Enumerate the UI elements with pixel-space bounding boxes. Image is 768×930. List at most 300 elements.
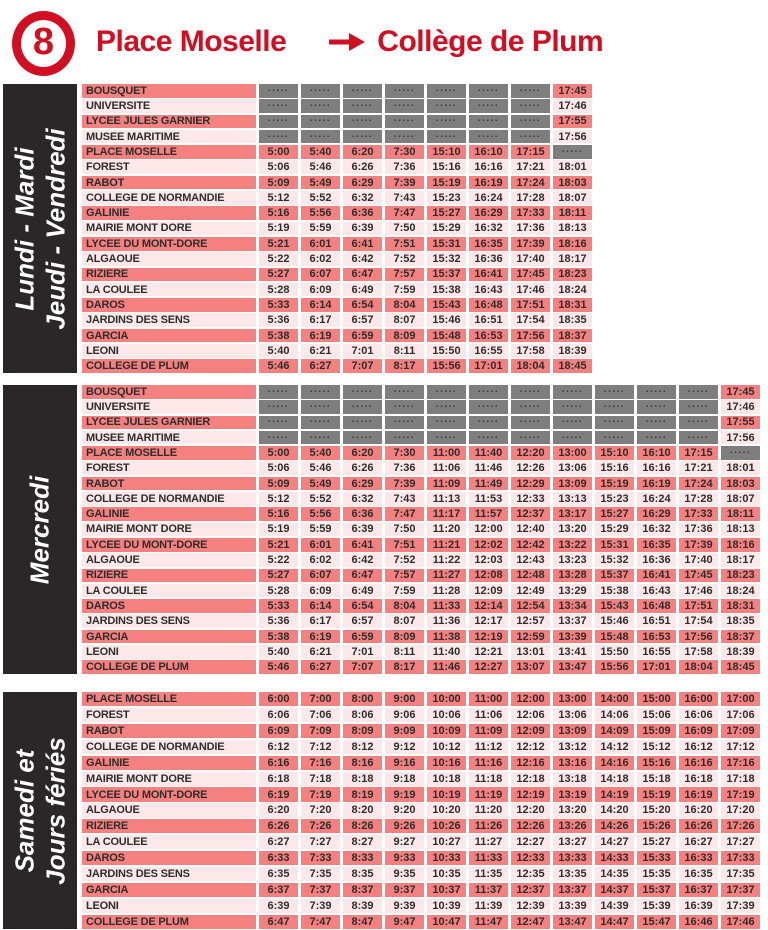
- no-service-cell: .....: [637, 400, 676, 414]
- time-cell: 15:26: [637, 819, 676, 833]
- time-cell: 15:09: [637, 724, 676, 738]
- time-cell: 16:36: [469, 252, 508, 266]
- time-cell: 16:43: [637, 584, 676, 598]
- time-cell: 6:20: [343, 145, 382, 159]
- time-cell: 13:23: [553, 553, 592, 567]
- time-cell: 11:53: [469, 492, 508, 506]
- time-cell: 7:47: [385, 206, 424, 220]
- no-service-cell: .....: [259, 130, 298, 144]
- time-cell: 18:07: [721, 492, 760, 506]
- stop-name-cell: LEONI: [82, 899, 256, 913]
- time-cell: 7:59: [385, 283, 424, 297]
- time-cell: 5:46: [259, 359, 298, 373]
- day-group-label: Mercredi: [24, 475, 55, 584]
- timetable-grid: [82, 385, 760, 674]
- stop-name-cell: LYCEE JULES GARNIER: [82, 416, 256, 430]
- time-cell: 10:39: [427, 899, 466, 913]
- stop-name-cell: GARCIA: [82, 883, 256, 897]
- time-cell: 7:33: [301, 851, 340, 865]
- time-cell: 16:53: [469, 329, 508, 343]
- route-number: 8: [32, 21, 55, 63]
- time-cell: 17:33: [679, 507, 718, 521]
- time-cell: 16:37: [679, 883, 718, 897]
- time-cell: 18:04: [511, 359, 550, 373]
- no-service-cell: .....: [301, 431, 340, 445]
- no-service-cell: .....: [595, 400, 634, 414]
- time-cell: 7:26: [301, 819, 340, 833]
- time-cell: 17:20: [721, 803, 760, 817]
- time-cell: 12:21: [469, 645, 508, 659]
- no-service-cell: .....: [259, 84, 298, 98]
- time-cell: 6:41: [343, 538, 382, 552]
- time-cell: 8:20: [343, 803, 382, 817]
- time-cell: 6:59: [343, 630, 382, 644]
- time-cell: 16:39: [679, 899, 718, 913]
- stop-name-cell: LA COULEE: [82, 584, 256, 598]
- time-cell: 8:11: [385, 344, 424, 358]
- no-service-cell: .....: [469, 416, 508, 430]
- time-cell: 6:39: [343, 222, 382, 236]
- time-cell: 17:21: [679, 461, 718, 475]
- no-service-cell: .....: [553, 416, 592, 430]
- time-cell: 12:16: [511, 756, 550, 770]
- time-cell: 17:15: [679, 446, 718, 460]
- no-service-cell: .....: [301, 385, 340, 399]
- time-cell: 15:46: [595, 614, 634, 628]
- time-cell: 12:27: [469, 660, 508, 674]
- time-cell: 6:09: [301, 283, 340, 297]
- time-cell: 7:18: [301, 772, 340, 786]
- time-cell: 17:01: [637, 660, 676, 674]
- time-cell: 10:12: [427, 740, 466, 754]
- time-cell: 6:39: [343, 523, 382, 537]
- time-cell: 10:16: [427, 756, 466, 770]
- time-cell: 7:20: [301, 803, 340, 817]
- time-cell: 13:16: [553, 756, 592, 770]
- time-cell: 13:13: [553, 492, 592, 506]
- time-cell: 12:29: [511, 477, 550, 491]
- time-cell: 6:41: [343, 237, 382, 251]
- time-cell: 13:01: [511, 645, 550, 659]
- time-cell: 11:17: [427, 507, 466, 521]
- time-cell: 8:00: [343, 692, 382, 706]
- no-service-cell: .....: [511, 99, 550, 113]
- time-cell: 7:07: [343, 660, 382, 674]
- time-cell: 16:19: [637, 477, 676, 491]
- no-service-cell: .....: [469, 431, 508, 445]
- time-cell: 15:20: [637, 803, 676, 817]
- time-cell: 15:39: [637, 899, 676, 913]
- time-cell: 7:12: [301, 740, 340, 754]
- stop-name-cell: MAIRIE MONT DORE: [82, 772, 256, 786]
- route-number-badge: [12, 11, 75, 76]
- time-cell: 17:45: [511, 268, 550, 282]
- time-cell: 5:22: [259, 252, 298, 266]
- time-cell: 5:09: [259, 176, 298, 190]
- stop-name-cell: GALINIE: [82, 507, 256, 521]
- time-cell: 11:33: [427, 599, 466, 613]
- time-cell: 18:35: [553, 313, 592, 327]
- time-cell: 9:20: [385, 803, 424, 817]
- time-cell: 9:12: [385, 740, 424, 754]
- time-cell: 5:46: [301, 160, 340, 174]
- time-cell: 5:28: [259, 584, 298, 598]
- time-cell: 11:00: [427, 446, 466, 460]
- no-service-cell: .....: [511, 385, 550, 399]
- time-cell: 11:57: [469, 507, 508, 521]
- time-cell: 16:16: [679, 756, 718, 770]
- no-service-cell: .....: [385, 130, 424, 144]
- time-cell: 11:49: [469, 477, 508, 491]
- time-cell: 18:16: [553, 237, 592, 251]
- time-cell: 11:06: [469, 708, 508, 722]
- time-cell: 17:46: [721, 400, 760, 414]
- time-cell: 5:06: [259, 461, 298, 475]
- time-cell: 17:26: [721, 819, 760, 833]
- time-cell: 15:47: [637, 915, 676, 929]
- stop-name-cell: LYCEE JULES GARNIER: [82, 115, 256, 129]
- time-cell: 17:46: [679, 584, 718, 598]
- time-cell: 7:30: [385, 446, 424, 460]
- time-cell: 8:33: [343, 851, 382, 865]
- time-cell: 18:11: [721, 507, 760, 521]
- time-cell: 17:36: [679, 523, 718, 537]
- time-cell: 6:49: [343, 584, 382, 598]
- time-cell: 6:09: [301, 584, 340, 598]
- time-cell: 14:06: [595, 708, 634, 722]
- time-cell: 8:04: [385, 599, 424, 613]
- time-cell: 15:31: [595, 538, 634, 552]
- time-cell: 8:47: [343, 915, 382, 929]
- time-cell: 7:37: [301, 883, 340, 897]
- time-cell: 8:09: [385, 329, 424, 343]
- time-cell: 16:53: [637, 630, 676, 644]
- no-service-cell: .....: [469, 385, 508, 399]
- time-cell: 15:10: [595, 446, 634, 460]
- time-cell: 16:55: [637, 645, 676, 659]
- no-service-cell: .....: [385, 431, 424, 445]
- time-cell: 15:29: [427, 222, 466, 236]
- time-cell: 5:46: [301, 461, 340, 475]
- time-cell: 5:19: [259, 222, 298, 236]
- time-cell: 5:52: [301, 492, 340, 506]
- time-cell: 6:26: [259, 819, 298, 833]
- time-cell: 5:52: [301, 191, 340, 205]
- time-cell: 7:50: [385, 222, 424, 236]
- stop-name-cell: GALINIE: [82, 206, 256, 220]
- time-cell: 5:28: [259, 283, 298, 297]
- time-cell: 15:27: [595, 507, 634, 521]
- time-cell: 14:09: [595, 724, 634, 738]
- time-cell: 12:40: [511, 523, 550, 537]
- no-service-cell: .....: [595, 416, 634, 430]
- time-cell: 9:16: [385, 756, 424, 770]
- no-service-cell: .....: [637, 431, 676, 445]
- stop-name-cell: RIZIERE: [82, 819, 256, 833]
- time-cell: 14:27: [595, 835, 634, 849]
- time-cell: 7:09: [301, 724, 340, 738]
- time-cell: 5:12: [259, 492, 298, 506]
- no-service-cell: .....: [343, 84, 382, 98]
- time-cell: 15:46: [427, 313, 466, 327]
- time-cell: 5:49: [301, 477, 340, 491]
- time-cell: 11:13: [427, 492, 466, 506]
- time-cell: 6:02: [301, 252, 340, 266]
- time-cell: 15:48: [595, 630, 634, 644]
- time-cell: 17:19: [721, 787, 760, 801]
- no-service-cell: .....: [343, 400, 382, 414]
- time-cell: 11:09: [469, 724, 508, 738]
- time-cell: 16:41: [637, 569, 676, 583]
- time-cell: 14:33: [595, 851, 634, 865]
- time-cell: 9:47: [385, 915, 424, 929]
- route-title: [96, 25, 603, 59]
- stop-name-cell: RIZIERE: [82, 569, 256, 583]
- time-cell: 14:16: [595, 756, 634, 770]
- time-cell: 13:09: [553, 724, 592, 738]
- no-service-cell: .....: [301, 130, 340, 144]
- stop-name-cell: BOUSQUET: [82, 84, 256, 98]
- time-cell: 17:39: [679, 538, 718, 552]
- time-cell: 17:46: [511, 283, 550, 297]
- time-cell: 6:42: [343, 553, 382, 567]
- time-cell: 8:17: [385, 660, 424, 674]
- time-cell: 8:18: [343, 772, 382, 786]
- time-cell: 11:28: [427, 584, 466, 598]
- day-section-mercredi: [3, 385, 760, 674]
- time-cell: 16:20: [679, 803, 718, 817]
- time-cell: 13:47: [553, 660, 592, 674]
- time-cell: 10:06: [427, 708, 466, 722]
- no-service-cell: .....: [553, 431, 592, 445]
- day-group-sidebar: [3, 84, 77, 373]
- time-cell: 17:46: [553, 99, 592, 113]
- time-cell: 9:26: [385, 819, 424, 833]
- time-cell: 6:47: [343, 569, 382, 583]
- time-cell: 17:24: [511, 176, 550, 190]
- time-cell: 13:47: [553, 915, 592, 929]
- time-cell: 11:40: [427, 645, 466, 659]
- no-service-cell: .....: [427, 416, 466, 430]
- time-cell: 7:36: [385, 160, 424, 174]
- no-service-cell: .....: [385, 416, 424, 430]
- no-service-cell: .....: [427, 385, 466, 399]
- time-cell: 5:16: [259, 507, 298, 521]
- time-cell: 17:12: [721, 740, 760, 754]
- day-section-lundi-mardi-jeudi-vendredi: [3, 84, 592, 373]
- time-cell: 5:19: [259, 523, 298, 537]
- stop-name-cell: COLLEGE DE NORMANDIE: [82, 191, 256, 205]
- origin-stop-title: Place Moselle: [96, 25, 287, 58]
- time-cell: 16:19: [469, 176, 508, 190]
- no-service-cell: .....: [427, 99, 466, 113]
- time-cell: 15:06: [637, 708, 676, 722]
- time-cell: 16:24: [469, 191, 508, 205]
- time-cell: 6:21: [301, 344, 340, 358]
- stop-name-cell: LYCEE DU MONT-DORE: [82, 787, 256, 801]
- time-cell: 6:57: [343, 313, 382, 327]
- time-cell: 17:58: [511, 344, 550, 358]
- time-cell: 15:19: [595, 477, 634, 491]
- time-cell: 11:22: [427, 553, 466, 567]
- time-cell: 5:06: [259, 160, 298, 174]
- no-service-cell: .....: [385, 400, 424, 414]
- time-cell: 11:06: [427, 461, 466, 475]
- day-group-label: Samedi et Jours fériés: [9, 736, 70, 885]
- time-cell: 9:06: [385, 708, 424, 722]
- time-cell: 8:27: [343, 835, 382, 849]
- time-cell: 18:35: [721, 614, 760, 628]
- time-cell: 11:09: [427, 477, 466, 491]
- time-cell: 17:58: [679, 645, 718, 659]
- stop-name-cell: RABOT: [82, 724, 256, 738]
- no-service-cell: .....: [427, 130, 466, 144]
- time-cell: 15:12: [637, 740, 676, 754]
- time-cell: 11:46: [427, 660, 466, 674]
- header: [0, 0, 768, 84]
- stop-name-cell: LYCEE DU MONT-DORE: [82, 538, 256, 552]
- time-cell: 13:35: [553, 867, 592, 881]
- time-cell: 6:18: [259, 772, 298, 786]
- time-cell: 11:39: [469, 899, 508, 913]
- time-cell: 11:27: [427, 569, 466, 583]
- time-cell: 5:27: [259, 569, 298, 583]
- time-cell: 8:12: [343, 740, 382, 754]
- stop-name-cell: FOREST: [82, 708, 256, 722]
- time-cell: 8:09: [385, 630, 424, 644]
- time-cell: 17:54: [511, 313, 550, 327]
- time-cell: 13:06: [553, 461, 592, 475]
- no-service-cell: .....: [301, 416, 340, 430]
- time-cell: 10:35: [427, 867, 466, 881]
- time-cell: 13:37: [553, 614, 592, 628]
- time-cell: 9:00: [385, 692, 424, 706]
- time-cell: 7:36: [385, 461, 424, 475]
- no-service-cell: .....: [511, 416, 550, 430]
- time-cell: 10:19: [427, 787, 466, 801]
- time-cell: 6:01: [301, 237, 340, 251]
- time-cell: 12:19: [511, 787, 550, 801]
- time-cell: 8:35: [343, 867, 382, 881]
- no-service-cell: .....: [427, 84, 466, 98]
- time-cell: 8:11: [385, 645, 424, 659]
- time-cell: 17:39: [511, 237, 550, 251]
- time-cell: 5:21: [259, 538, 298, 552]
- time-cell: 16:26: [679, 819, 718, 833]
- time-cell: 6:57: [343, 614, 382, 628]
- time-cell: 15:32: [595, 553, 634, 567]
- no-service-cell: .....: [343, 385, 382, 399]
- time-cell: 6:42: [343, 252, 382, 266]
- stop-name-cell: FOREST: [82, 160, 256, 174]
- time-cell: 10:27: [427, 835, 466, 849]
- right-arrow-icon: [329, 32, 365, 52]
- no-service-cell: .....: [385, 84, 424, 98]
- stop-name-cell: COLLEGE DE PLUM: [82, 660, 256, 674]
- time-cell: 16:18: [679, 772, 718, 786]
- time-cell: 6:20: [343, 446, 382, 460]
- time-cell: 13:34: [553, 599, 592, 613]
- time-cell: 5:40: [301, 446, 340, 460]
- time-cell: 18:17: [553, 252, 592, 266]
- time-cell: 10:00: [427, 692, 466, 706]
- time-cell: 12:37: [511, 507, 550, 521]
- time-cell: 5:09: [259, 477, 298, 491]
- time-cell: 13:09: [553, 477, 592, 491]
- no-service-cell: .....: [385, 115, 424, 129]
- time-cell: 10:47: [427, 915, 466, 929]
- stop-name-cell: JARDINS DES SENS: [82, 614, 256, 628]
- time-cell: 13:07: [511, 660, 550, 674]
- time-cell: 5:27: [259, 268, 298, 282]
- stop-name-cell: PLACE MOSELLE: [82, 446, 256, 460]
- time-cell: 9:19: [385, 787, 424, 801]
- time-cell: 17:45: [679, 569, 718, 583]
- time-cell: 16:10: [637, 446, 676, 460]
- no-service-cell: .....: [721, 446, 760, 460]
- time-cell: 12:49: [511, 584, 550, 598]
- no-service-cell: .....: [301, 115, 340, 129]
- time-cell: 15:50: [427, 344, 466, 358]
- time-cell: 12:09: [469, 584, 508, 598]
- time-cell: 18:45: [553, 359, 592, 373]
- time-cell: 15:38: [595, 584, 634, 598]
- time-cell: 5:40: [259, 645, 298, 659]
- stop-name-cell: RIZIERE: [82, 268, 256, 282]
- time-cell: 10:18: [427, 772, 466, 786]
- time-cell: 7:59: [385, 584, 424, 598]
- time-cell: 12:37: [511, 883, 550, 897]
- time-cell: 8:07: [385, 313, 424, 327]
- time-cell: 18:01: [721, 461, 760, 475]
- time-cell: 9:33: [385, 851, 424, 865]
- time-cell: 15:16: [595, 461, 634, 475]
- time-cell: 17:55: [721, 416, 760, 430]
- time-cell: 5:40: [301, 145, 340, 159]
- time-cell: 18:31: [553, 298, 592, 312]
- time-cell: 17:39: [721, 899, 760, 913]
- time-cell: 6:20: [259, 803, 298, 817]
- time-cell: 5:38: [259, 329, 298, 343]
- time-cell: 17:06: [721, 708, 760, 722]
- time-cell: 17:45: [553, 84, 592, 98]
- time-cell: 11:26: [469, 819, 508, 833]
- time-cell: 5:38: [259, 630, 298, 644]
- time-cell: 17:56: [553, 130, 592, 144]
- time-cell: 11:18: [469, 772, 508, 786]
- time-cell: 7:43: [385, 191, 424, 205]
- time-cell: 6:37: [259, 883, 298, 897]
- time-cell: 18:13: [553, 222, 592, 236]
- time-cell: 17:33: [721, 851, 760, 865]
- time-cell: 6:29: [343, 176, 382, 190]
- stop-name-cell: COLLEGE DE NORMANDIE: [82, 492, 256, 506]
- no-service-cell: .....: [637, 416, 676, 430]
- time-cell: 5:36: [259, 614, 298, 628]
- time-cell: 10:33: [427, 851, 466, 865]
- time-cell: 17:56: [511, 329, 550, 343]
- no-service-cell: .....: [469, 84, 508, 98]
- time-cell: 18:31: [721, 599, 760, 613]
- time-cell: 10:26: [427, 819, 466, 833]
- time-cell: 13:29: [553, 584, 592, 598]
- stop-name-cell: LEONI: [82, 645, 256, 659]
- time-cell: 15:37: [595, 569, 634, 583]
- time-cell: 8:37: [343, 883, 382, 897]
- time-cell: 12:14: [469, 599, 508, 613]
- time-cell: 14:26: [595, 819, 634, 833]
- time-cell: 15:10: [427, 145, 466, 159]
